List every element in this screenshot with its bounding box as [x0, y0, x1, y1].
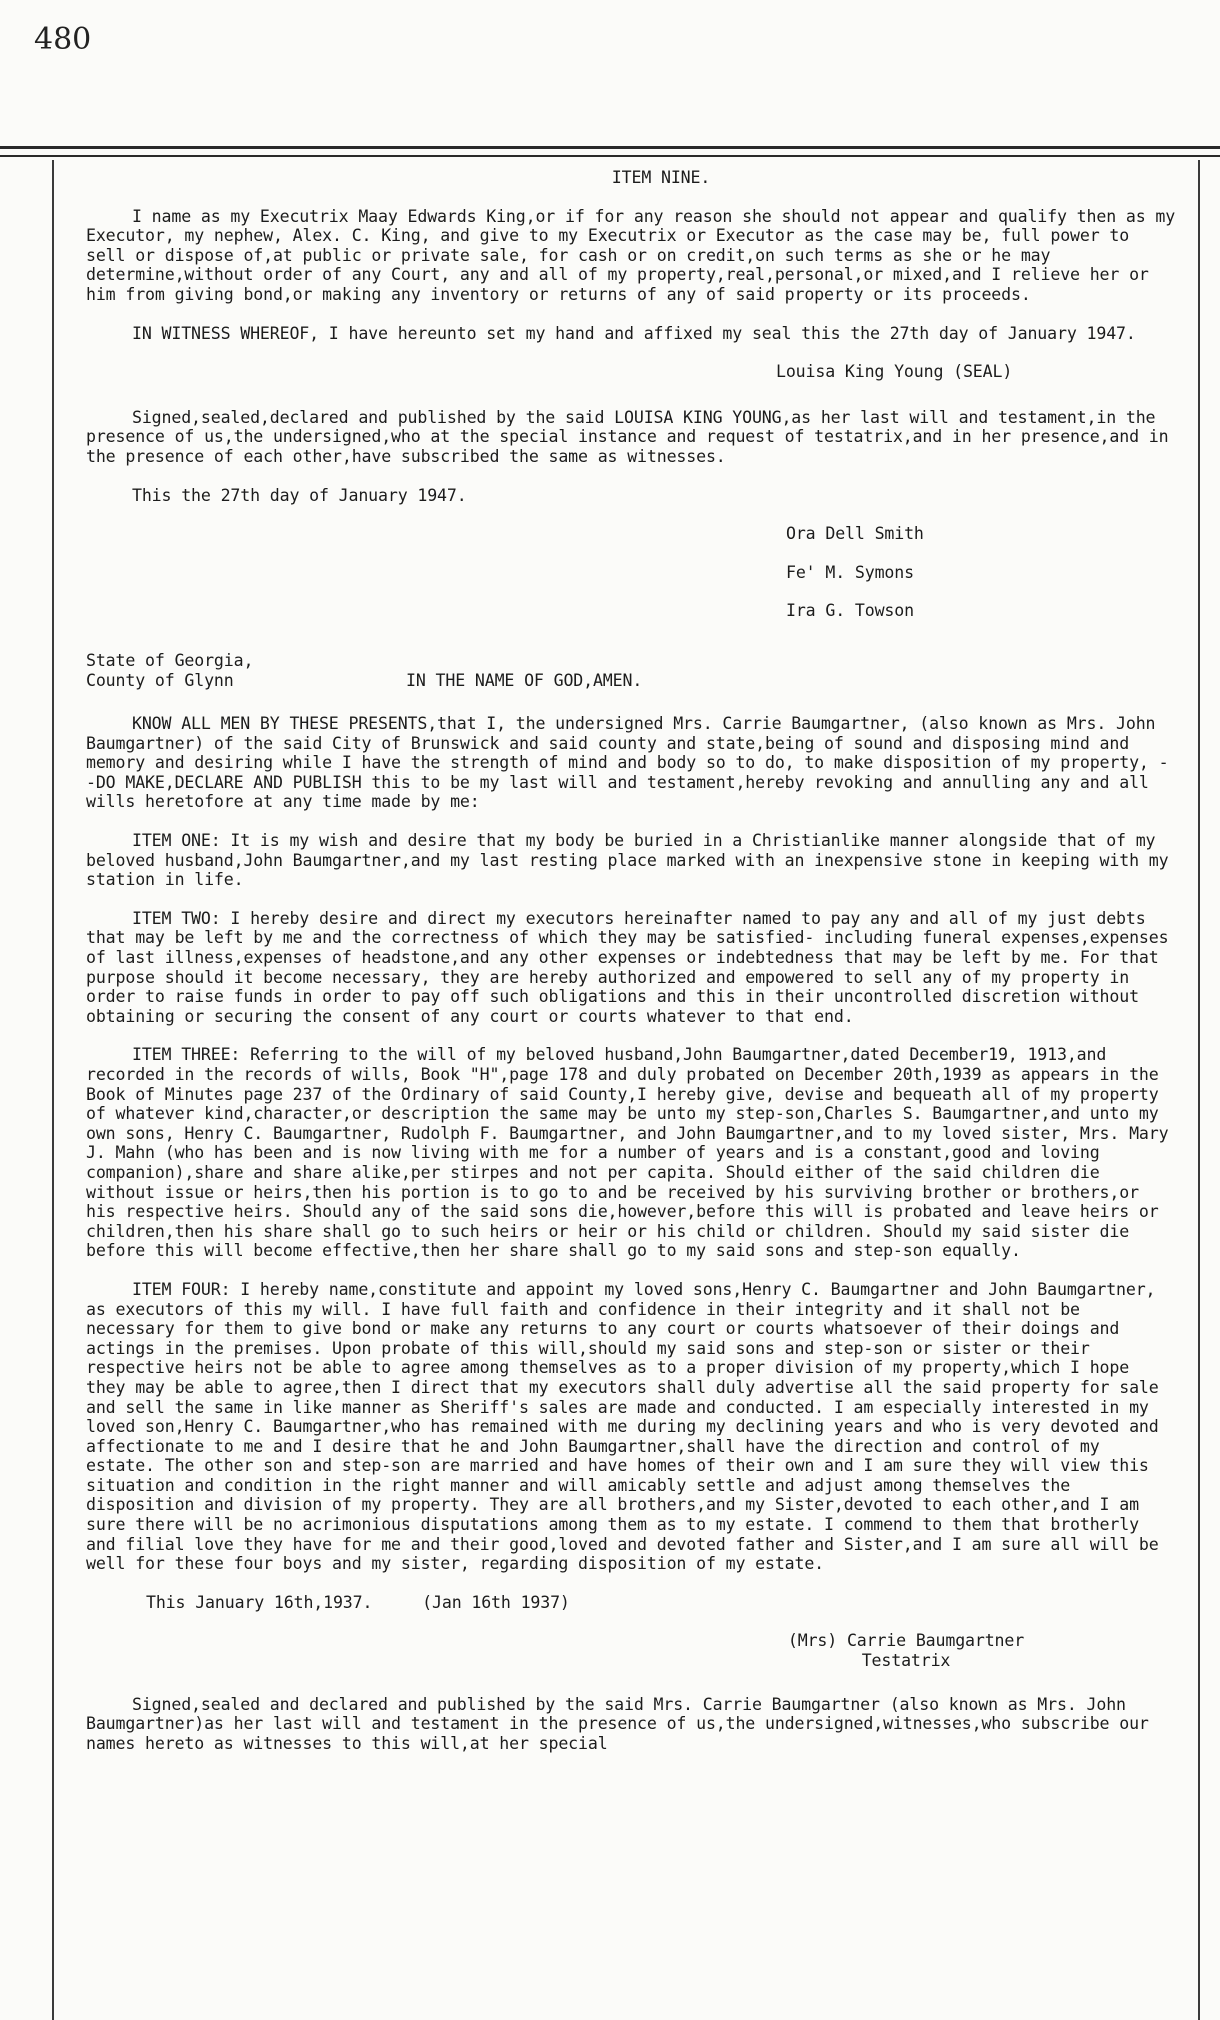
testatrix-name: (Mrs) Carrie Baumgartner [787, 1631, 1025, 1651]
right-margin-line [1198, 160, 1200, 2020]
date-text: This January 16th,1937. [146, 1592, 373, 1612]
second-date-line [86, 1593, 1176, 1613]
item-one: ITEM ONE: It is my wish and desire that my body be buried in a Christianlike manner alongside that of my beloved husband,John Baumgartner,and my last resting place marked with an inexpensive stone in keeping with my station in life. [86, 831, 1169, 890]
witness-name: Ira G. Towson [786, 601, 914, 621]
testatrix-label: Testatrix [861, 1651, 951, 1671]
testator-signature: Louisa King Young (SEAL) [776, 362, 1013, 382]
county-line: County of Glynn [86, 670, 234, 690]
left-margin-line [52, 160, 54, 2020]
item-nine-heading: ITEM NINE. [611, 168, 711, 187]
witness-signatures [86, 524, 1176, 621]
item-nine-text: I name as my Executrix Maay Edwards King,or if for any reason she should not appear and qualify then as my Executor, my nephew, Alex. C. King, and give to my Executrix or Executor as the case may be, full power to sell or dispose of,at public or private sale, for cash or on credit,on such terms as she or he may determine,without order of any Court, any and all of my property,real,personal,or mixed,and I relieve her or him from giving bond,or making any inventory or returns of any of said property or its proceeds. [86, 206, 1176, 304]
date-parenthetical: (Jan 16th 1937) [422, 1592, 570, 1612]
will-caption [86, 651, 1176, 690]
venue-block [86, 651, 406, 690]
state-line: State of Georgia, [86, 650, 254, 670]
item-four: ITEM FOUR: I hereby name,constitute and appoint my loved sons,Henry C. Baumgartner and John Baumgartner, as executors of this my will. I have full faith and confidence in their integrity and it shall not be necessary for them to give bond or make any returns to any court or courts whatsoever of their doings and actings in the premises. Upon probate of this will,should my said sons and step-son or sister or their respective heirs not be able to agree among themselves as to a proper division of my property,which I hope they may be able to agree,then I direct that my executors shall duly advertise all the said property for sale and sell the same in like manner as Sheriff's sales are made and conducted. I am especially interested in my loved son,Henry C. Baumgartner,who has remained with me during my declining years and who is very devoted and affectionate to me and I desire that he and John Baumgartner,shall have the direction and control of my estate. The other son and step-son are married and have homes of their own and I am sure they will view this situation and condition in the right manner and will amicably settle and adjust among themselves the disposition and division of my property. They are all brothers,and my Sister,devoted to each other,and I am sure there will be no acrimonious disputations among them as to my estate. I commend to them that brotherly and filial love they have for me and their good,loved and devoted father and Sister,and I am sure all will be well for these four boys and my sister, regarding disposition of my estate. [86, 1279, 1159, 1574]
second-attestation: Signed,sealed and declared and published by the said Mrs. Carrie Baumgartner (also known as Mrs. John Baumgartner)as her last will and testament in the presence of us,the undersigned,witnesses,who subscribe our names hereto as witnesses to this will,at her special [86, 1694, 1149, 1753]
testatrix-signature [86, 1631, 1176, 1670]
item-two: ITEM TWO: I hereby desire and direct my executors hereinafter named to pay any and all of my just debts that may be left by me and the correctness of which they may be satisfied- including funeral expenses,expenses of last illness,expenses of headstone,and any other expenses or indebtedness that may be left by me. For that purpose should it become necessary, they are hereby authorized and empowered to sell any of my property in order to raise funds in order to pay off such obligations and this in their uncontrolled discretion without obtaining or securing the consent of any court or courts whatever to that end. [86, 908, 1169, 1026]
invocation: IN THE NAME OF GOD,AMEN. [406, 670, 643, 690]
preamble: KNOW ALL MEN BY THESE PRESENTS,that I, the undersigned Mrs. Carrie Baumgartner, (also known as Mrs. John Baumgartner) of the said City of Brunswick and said county and state,being of sound and disposing mind and memory and desiring while I have the strength of mind and body so to do, to make disposition of my property, --DO MAKE,DECLARE AND PUBLISH this to be my last will and testament,hereby revoking and annulling any and all wills heretofore at any time made by me: [86, 714, 1169, 812]
witness-name: Ora Dell Smith [786, 524, 924, 544]
document-body [86, 168, 1176, 1772]
witness-clause: IN WITNESS WHEREOF, I have hereunto set my hand and affixed my seal this the 27th day of January 1947. [132, 323, 1136, 343]
page-number: 480 [34, 22, 92, 57]
item-three: ITEM THREE: Referring to the will of my beloved husband,John Baumgartner,dated December19, 1913,and recorded in the records of wills, Book "H",page 178 and duly probated on December 20th,1939 as appears in the Book of Minutes page 237 of the Ordinary of said County,I hereby give, devise and bequeath all of my property of whatever kind,character,or description the same may be unto my step-son,Charles S. Baumgartner,and unto my own sons, Henry C. Baumgartner, Rudolph F. Baumgartner, and John Baumgartner,and to my loved sister, Mrs. Mary J. Mahn (who has been and is now living with me for a number of years and is a constant,good and loving companion),share and share alike,per stirpes and not per capita. Should either of the said children die without issue or heirs,then his portion is to go to and be received by his surviving brother or brothers,or his respective heirs. Should any of the said sons die,however,before this will is probated and leave heirs or children,then his share shall go to such heirs or heir or his child or children. Should my said sister die before this will become effective,then her share shall go to my said sons and step-son equally. [86, 1045, 1169, 1261]
first-date-line: This the 27th day of January 1947. [132, 485, 467, 505]
top-rule-secondary [0, 155, 1220, 157]
witness-name: Fe' M. Symons [786, 562, 914, 582]
top-rule [0, 146, 1220, 149]
first-attestation: Signed,sealed,declared and published by the said LOUISA KING YOUNG,as her last will and testament,in the presence of us,the undersigned,who at the special instance and request of testatrix,and in her presence,and in the presence of each other,have subscribed the same as witnesses. [86, 407, 1169, 466]
